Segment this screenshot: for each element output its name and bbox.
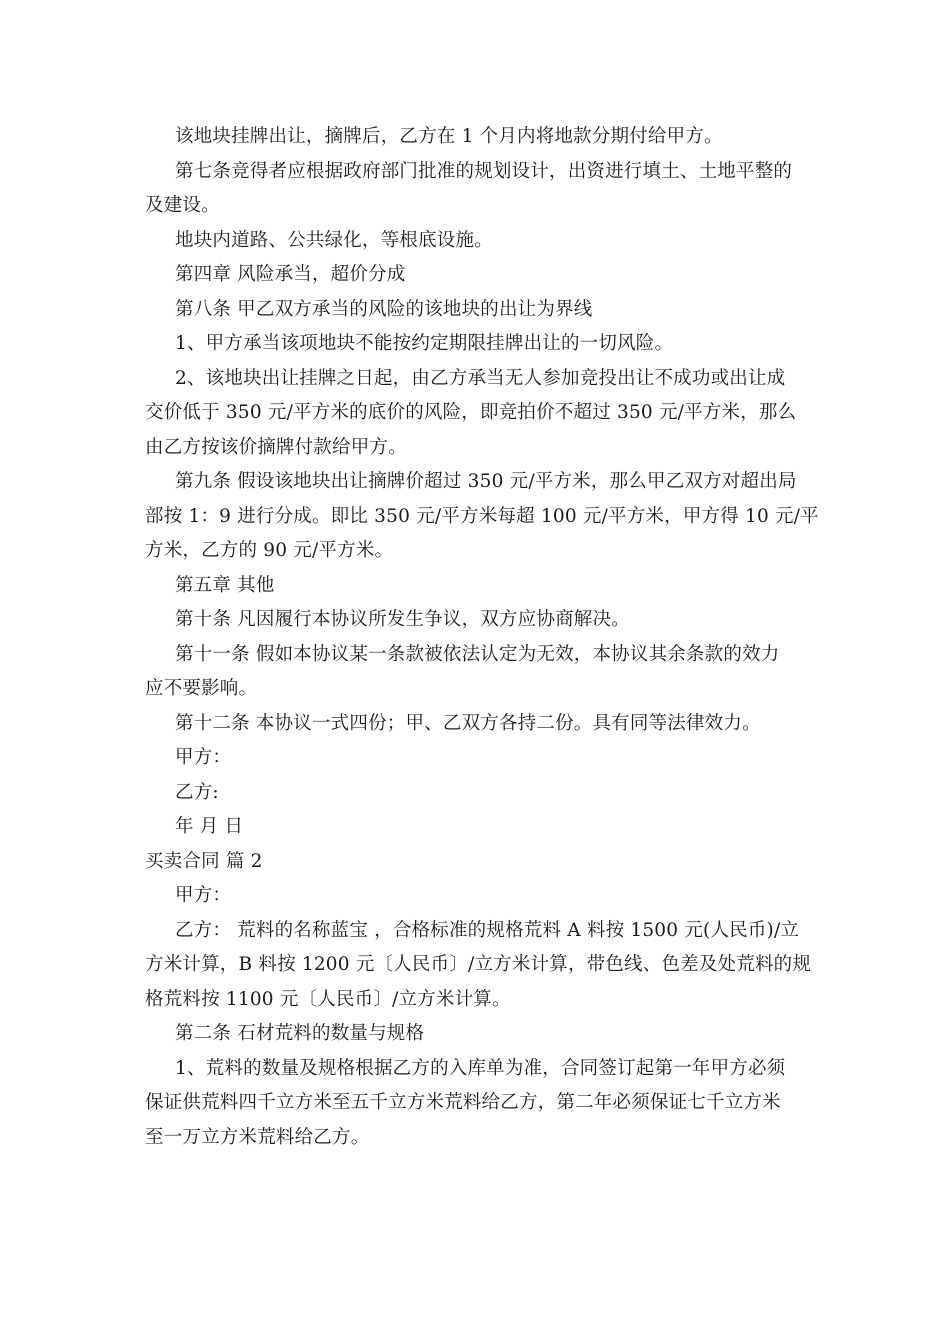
text-line: 方米，乙方的 90 元/平方米。: [145, 540, 394, 561]
text-line: 1、荒料的数量及规格根据乙方的入库单为准，合同签订起第一年甲方必须: [175, 1057, 786, 1079]
section-title: 买卖合同 篇 2: [145, 850, 263, 872]
text-line: 地块内道路、公共绿化，等根底设施。: [175, 229, 493, 251]
text-line: 第十条 凡因履行本协议所发生争议，双方应协商解决。: [175, 609, 630, 630]
text-line: 第九条 假设该地块出让摘牌价超过 350 元/平方米，那么甲乙双方对超出局: [175, 471, 797, 492]
text-line: 由乙方按该价摘牌付款给甲方。: [145, 436, 407, 458]
text-line: 乙方： 荒料的名称蓝宝 ，合格标准的规格荒料 A 料按 1500 元(人民币)/立: [175, 919, 800, 941]
chapter-heading: 第四章 风险承当，超价分成: [175, 264, 406, 285]
text-line: 第八条 甲乙双方承当的风险的该地块的出让为界线: [175, 298, 593, 320]
text-line: 第十一条 假如本协议某一条款被依法认定为无效，本协议其余条款的效力: [175, 643, 780, 665]
text-line: 方米计算，B 料按 1200 元〔人民币〕/立方米计算，带色线、色差及处荒料的规: [145, 954, 812, 975]
text-line: 格荒料按 1100 元〔人民币〕/立方米计算。: [145, 988, 511, 1010]
text-line: 该地块挂牌出让，摘牌后，乙方在 1 个月内将地款分期付给甲方。: [175, 126, 723, 147]
text-line: 交价低于 350 元/平方米的底价的风险，即竞拍价不超过 350 元/平方米，那么: [145, 402, 797, 423]
chapter-heading: 第五章 其他: [175, 574, 275, 596]
text-line: 1、甲方承当该项地块不能按约定期限挂牌出让的一切风险。: [175, 333, 674, 354]
text-line: 及建设。: [145, 195, 220, 216]
date-line: 年 月 日: [175, 816, 244, 837]
text-line: 第二条 石材荒料的数量与规格: [175, 1023, 425, 1044]
text-line: 第十二条 本协议一式四份；甲、乙双方各持二份。具有同等法律效力。: [175, 712, 761, 734]
party-b-label: 乙方:: [175, 781, 219, 803]
text-line: 部按 1：9 进行分成。即比 350 元/平方米每超 100 元/平方米，甲方得 10 元/平: [145, 505, 819, 527]
text-line: 应不要影响。: [145, 678, 258, 699]
text-line: 2、该地块出让挂牌之日起，由乙方承当无人参加竞投出让不成功或出让成: [175, 367, 786, 389]
text-line: 保证供荒料四千立方米至五千立方米荒料给乙方，第二年必须保证七千立方米: [145, 1092, 781, 1113]
text-line: 第七条竞得者应根据政府部门批准的规划设计，出资进行填土、土地平整的: [175, 160, 793, 182]
party-a-label: 甲方：: [175, 885, 232, 906]
party-a-label: 甲方：: [175, 747, 232, 768]
document-body: [145, 120, 819, 1155]
text-line: 至一万立方米荒料给乙方。: [145, 1126, 370, 1148]
